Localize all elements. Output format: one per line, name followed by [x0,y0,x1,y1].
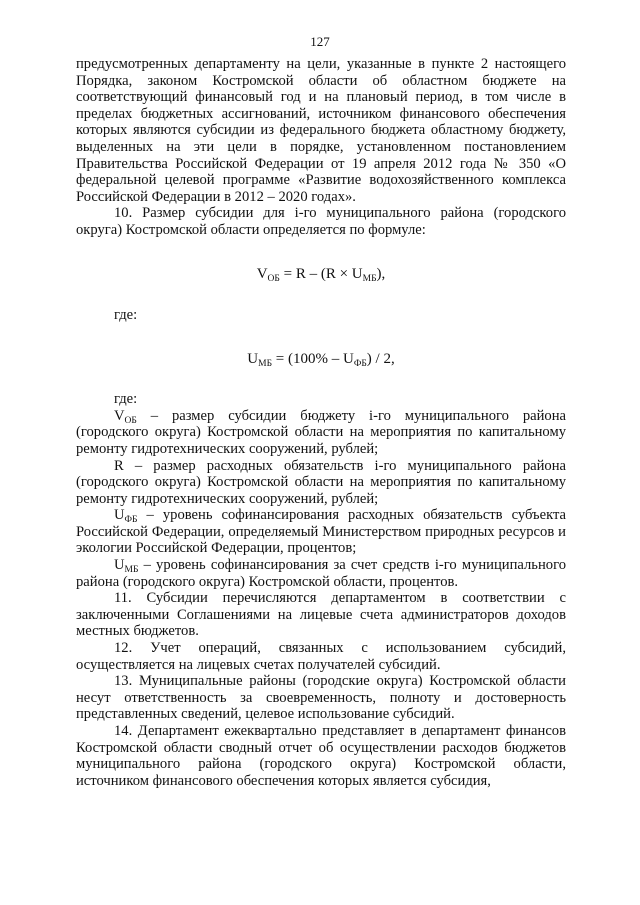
formula2-rhs-sub: ФБ [353,359,367,370]
definition-u-mb [76,557,566,590]
definition-r [76,458,566,508]
formula-subsidy [76,265,566,283]
where-label: где: [114,391,138,408]
formula2-lhs-sub: МБ [258,359,273,370]
formula-cofinancing [76,350,566,368]
term-description: – размер субсидии бюджету i-го муниципального района (городского округа) Костромской области на мероприятия по капитальному ремонту гидротехнических сооружений, рублей; [76,407,566,457]
term-symbol: U [114,557,125,574]
formula-lhs: V [256,265,268,282]
formula-lhs-sub: ОБ [267,273,280,284]
definition-u-fb [76,507,566,557]
document-body [76,56,566,789]
paragraph-12: 12. Учет операций, связанных с использованием субсидий, осуществляется на лицевых счетах получателей субсидий. [76,640,566,673]
where-label: где: [114,306,138,323]
term-symbol: U [114,507,125,524]
term-subscript: ФБ [124,515,138,526]
definition-v-ob [76,408,566,458]
term-description: – уровень софинансирования за счет средств i-го муниципального района (городского округа) Костромской области, процентов. [76,557,566,590]
paragraph-11: 11. Субсидии перечисляются департаментом в соответствии с заключенными Соглашениями на лицевые счета администраторов доходов местных бюджетов. [76,590,566,640]
term-subscript: МБ [124,565,139,576]
formula2-rhs-a: = (100% – U [272,351,354,368]
paragraph-14: 14. Департамент ежеквартально представляет в департамент финансов Костромской области сводный отчет об осуществлении расходов бюджетов муниципального района (городского округа) Костромской области, источником финансового обеспечения которых является субсидия, [76,723,566,789]
formula-rhs-b: ), [376,265,386,282]
paragraph-10: 10. Размер субсидии для i-го муниципального района (городского округа) Костромской области определяется по формуле: [76,205,566,238]
term-symbol: R [114,457,124,474]
term-description: – размер расходных обязательств i-го муниципального района (городского округа) Костромской области на мероприятия по капитальному ремонту гидротехнических сооружений, рублей; [76,457,566,507]
term-description: – уровень софинансирования расходных обязательств субъекта Российской Федерации, определяемый Министерством природных ресурсов и экологии Российской Федерации, процентов; [76,507,566,557]
term-symbol: V [114,407,125,424]
formula-rhs-sub: МБ [362,273,377,284]
paragraph-intro: предусмотренных департаменту на цели, указанные в пункте 2 настоящего Порядка, законом Костромской области об областном бюджете на соответствующий финансовый год и на плановый период, в том числе в пределах бюджетных ассигнований, источником финансового обеспечения которых являются субсидии из федерального бюджета областному бюджету, выделенных на эти цели в порядке, установленном постановлением Правительства Российской Федерации от 19 апреля 2012 года № 350 «О федеральной целевой программе «Развитие водохозяйственного комплекса Российской Федерации в 2012 – 2020 годах». [76,56,566,205]
paragraph-13: 13. Муниципальные районы (городские округа) Костромской области несут ответственность за своевременность, полноту и достоверность представленных сведений, целевое использование субсидий. [76,673,566,723]
term-subscript: ОБ [124,415,137,426]
page-number: 127 [310,34,330,49]
formula2-rhs-b: ) / 2, [366,351,395,368]
formula-rhs-a: = R – (R × U [279,265,363,282]
formula2-lhs: U [247,351,259,368]
